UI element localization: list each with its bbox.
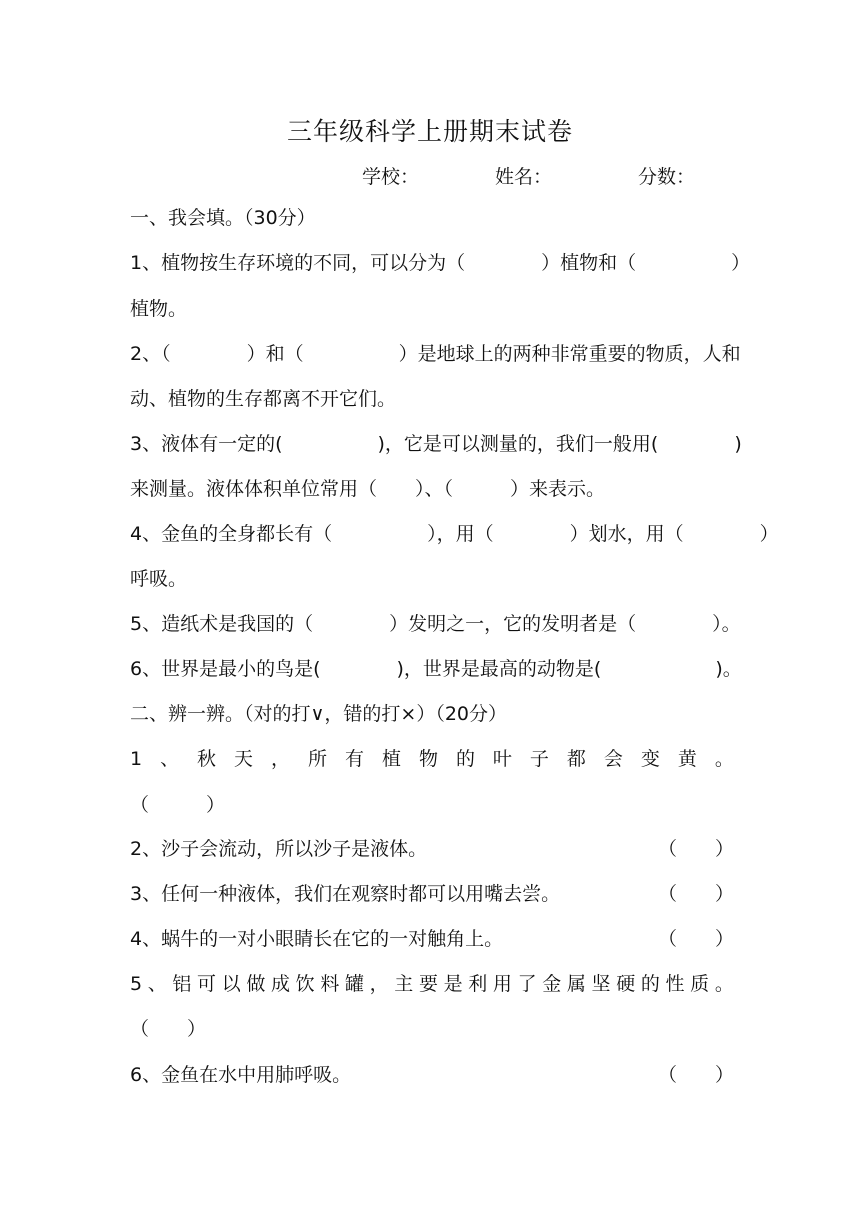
spread-char: ，: [369, 973, 389, 995]
s2-question-2-text: 2、沙子会流动，所以沙子是液体。: [130, 838, 428, 860]
s1-question-3-line2: 来测量。液体体积单位常用（ ）、（ ）来表示。: [130, 478, 606, 500]
spread-char: 、: [147, 973, 167, 995]
spread-char: 可: [197, 973, 217, 995]
s1-question-6: 6、世界是最小的鸟是( )，世界是最高的动物是( )。: [130, 658, 742, 680]
spread-char: ，: [271, 748, 291, 770]
spread-char: 罐: [344, 973, 364, 995]
s2-question-1: [130, 746, 734, 772]
s1-question-3-line1: 3、液体有一定的( )，它是可以测量的，我们一般用( ): [130, 433, 742, 455]
s2-question-5-answer-paren: （ ）: [130, 1018, 207, 1040]
spread-char: 金: [542, 973, 562, 995]
spread-char: 以: [221, 973, 241, 995]
spread-char: 子: [529, 748, 549, 770]
school-field-label: 学校：: [362, 166, 420, 188]
spread-char: 。: [714, 973, 734, 995]
spread-char: 都: [566, 748, 586, 770]
spread-char: 、: [160, 748, 180, 770]
spread-char: 硬: [616, 973, 636, 995]
s1-question-2-line1: 2、（ ）和（ ）是地球上的两种非常重要的物质，人和: [130, 343, 741, 365]
spread-char: 黄: [677, 748, 697, 770]
page-title: 三年级科学上册期末试卷: [286, 117, 573, 146]
spread-char: 主: [394, 973, 414, 995]
s1-question-5: 5、造纸术是我国的（ ）发明之一，它的发明者是（ ）。: [130, 613, 741, 635]
s2-question-6-answer-paren: （ ）: [657, 1064, 734, 1086]
s2-question-4: [130, 926, 734, 952]
spread-char: 会: [603, 748, 623, 770]
s2-question-2-answer-paren: （ ）: [657, 838, 734, 860]
s1-question-1-line2: 植物。: [130, 298, 188, 320]
s2-question-5: [130, 971, 734, 997]
spread-char: 了: [517, 973, 537, 995]
spread-char: 坚: [591, 973, 611, 995]
spread-char: 饮: [295, 973, 315, 995]
s2-question-4-text: 4、蜗牛的一对小眼睛长在它的一对触角上。: [130, 928, 504, 950]
s2-question-3-answer-paren: （ ）: [657, 883, 734, 905]
spread-char: 要: [418, 973, 438, 995]
spread-char: 有: [344, 748, 364, 770]
spread-char: 属: [566, 973, 586, 995]
spread-char: 做: [246, 973, 266, 995]
spread-char: 秋: [197, 748, 217, 770]
spread-char: 料: [320, 973, 340, 995]
s1-question-4-line2: 呼吸。: [130, 568, 188, 590]
section2-heading: 二、辨一辨。（对的打∨，错的打×）（20分）: [130, 703, 508, 725]
spread-char: 变: [640, 748, 660, 770]
spread-char: 利: [468, 973, 488, 995]
spread-char: 所: [308, 748, 328, 770]
s2-question-4-answer-paren: （ ）: [657, 928, 734, 950]
score-field-label: 分数：: [638, 166, 696, 188]
s1-question-4-line1: 4、金鱼的全身都长有（ ），用（ ）划水，用（ ）: [130, 523, 779, 545]
spread-char: 植: [381, 748, 401, 770]
s1-question-1-line1: 1、植物按生存环境的不同，可以分为（ ）植物和（ ）: [130, 252, 751, 274]
spread-char: 天: [234, 748, 254, 770]
spread-char: 性: [665, 973, 685, 995]
spread-char: 铝: [172, 973, 192, 995]
spread-char: 叶: [492, 748, 512, 770]
s1-question-2-line2: 动、植物的生存都离不开它们。: [130, 388, 397, 410]
spread-char: 1: [130, 748, 143, 770]
s2-question-3: [130, 881, 734, 907]
s2-question-6-text: 6、金鱼在水中用肺呼吸。: [130, 1064, 352, 1086]
spread-char: 用: [492, 973, 512, 995]
spread-char: 质: [690, 973, 710, 995]
spread-char: 。: [714, 748, 734, 770]
s2-question-1-answer-paren: （ ）: [130, 794, 226, 816]
s2-question-3-text: 3、任何一种液体，我们在观察时都可以用嘴去尝。: [130, 883, 561, 905]
spread-char: 物: [418, 748, 438, 770]
spread-char: 的: [640, 973, 660, 995]
name-field-label: 姓名：: [495, 166, 553, 188]
spread-char: 5: [130, 973, 143, 995]
section1-heading: 一、我会填。（30分）: [130, 207, 316, 229]
spread-char: 的: [455, 748, 475, 770]
spread-char: 成: [271, 973, 291, 995]
s2-question-2: [130, 836, 734, 862]
spread-char: 是: [443, 973, 463, 995]
s2-question-6: [130, 1062, 734, 1088]
